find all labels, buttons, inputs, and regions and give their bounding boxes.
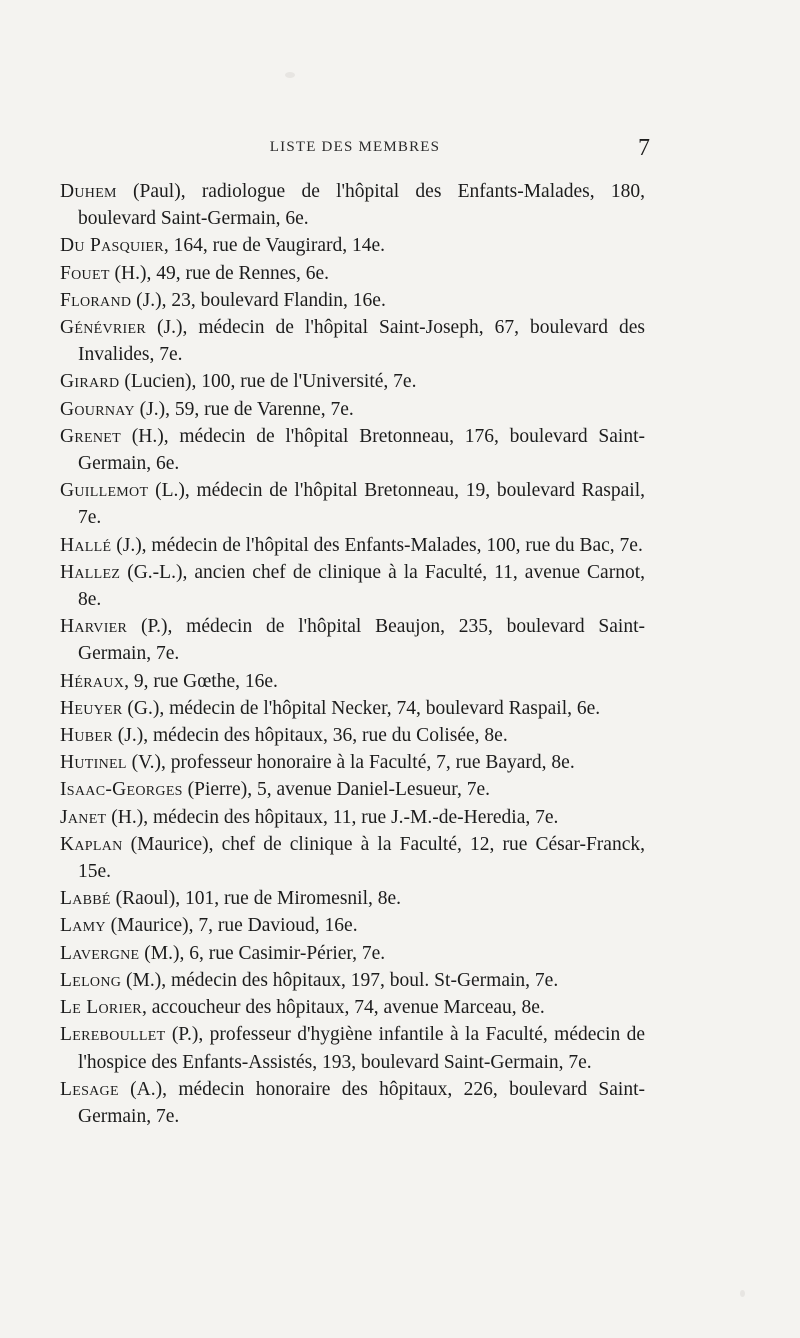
member-details: (M.), médecin des hôpitaux, 197, boul. St-Germain, 7e. — [121, 969, 559, 991]
member-name: Guillemot — [60, 480, 149, 502]
member-name: Gournay — [60, 398, 135, 420]
member-name: Duhem — [60, 181, 117, 202]
member-name: Lavergne — [60, 942, 140, 964]
member-name: Labbé — [60, 888, 111, 910]
member-details: (Raoul), 101, rue de Miromesnil, 8e. — [110, 888, 402, 910]
paper-blemish — [740, 1290, 745, 1297]
member-entry — [60, 532, 645, 559]
member-entry — [60, 178, 645, 232]
member-entry — [60, 1076, 645, 1130]
member-name: Du Pasquier — [60, 235, 164, 257]
member-entry — [60, 396, 645, 423]
member-details: (Pierre), 5, avenue Daniel-Lesueur, 7e. — [182, 779, 491, 801]
member-entry — [60, 885, 645, 912]
member-name: Génévrier — [60, 317, 146, 339]
member-entry — [60, 804, 645, 831]
member-entry — [60, 1021, 645, 1075]
member-details: (M.), 6, rue Casimir-Périer, 7e. — [139, 942, 386, 964]
member-details: (H.), médecin des hôpitaux, 11, rue J.-M.-de-Heredia, 7e. — [106, 806, 559, 828]
member-entry — [60, 722, 645, 749]
member-name: Hutinel — [60, 752, 127, 774]
member-name: Fouet — [60, 262, 110, 284]
member-name: Hallé — [60, 534, 112, 556]
member-details: (J.), 59, rue de Varenne, 7e. — [134, 398, 354, 420]
member-entry — [60, 994, 645, 1021]
member-details: (Lucien), 100, rue de l'Université, 7e. — [119, 371, 417, 393]
member-details: (J.), médecin de l'hôpital Saint-Joseph, 67, boulevard des Invalides, 7e. — [78, 317, 645, 366]
member-details: (A.), médecin honoraire des hôpitaux, 226, boulevard Saint-Germain, 7e. — [78, 1078, 645, 1127]
page-number: 7 — [638, 135, 650, 161]
member-details: (J.), médecin des hôpitaux, 36, rue du Colisée, 8e. — [112, 725, 508, 747]
member-details: (G.-L.), ancien chef de clinique à la Faculté, 11, avenue Carnot, 8e. — [78, 561, 645, 611]
member-entry — [60, 613, 645, 667]
member-name: Lamy — [60, 915, 106, 937]
paper-blemish — [285, 72, 295, 78]
member-details: (V.), professeur honoraire à la Faculté, 7, rue Bayard, 8e. — [126, 752, 575, 774]
member-name: Huber — [60, 725, 113, 747]
member-entry — [60, 368, 645, 395]
running-title: LISTE DES MEMBRES — [269, 139, 441, 155]
member-name: Kaplan — [60, 833, 123, 855]
member-details: , 9, rue Gœthe, 16e. — [124, 670, 278, 692]
member-entry — [60, 287, 645, 314]
member-details: , 164, rue de Vaugirard, 14e. — [163, 235, 386, 257]
member-details: , accoucheur des hôpitaux, 74, avenue Marceau, 8e. — [141, 997, 545, 1019]
member-name: Isaac-Georges — [60, 779, 183, 801]
member-entry — [60, 831, 645, 885]
member-entry — [60, 940, 645, 967]
member-name: Lelong — [60, 969, 122, 991]
member-details: (P.), professeur d'hygiène infantile à la Faculté, médecin de l'hospice des Enfants-Assistés, 193, boulevard Saint-Germain, 7e. — [78, 1024, 645, 1073]
member-entry — [60, 776, 645, 803]
member-name: Florand — [60, 289, 132, 311]
member-name: Heuyer — [60, 697, 123, 719]
member-details: (Maurice), chef de clinique à la Faculté, 12, rue César-Franck, 15e. — [78, 833, 645, 883]
member-entry — [60, 423, 645, 477]
member-details: (H.), 49, rue de Rennes, 6e. — [109, 262, 329, 284]
member-entry — [60, 260, 645, 287]
member-name: Héraux — [60, 670, 125, 692]
member-entry — [60, 749, 645, 776]
member-entry — [60, 695, 645, 722]
member-details: (L.), médecin de l'hôpital Bretonneau, 19, boulevard Raspail, 7e. — [78, 480, 645, 529]
member-entry — [60, 668, 645, 695]
member-entry — [60, 477, 645, 531]
member-name: Hallez — [60, 561, 121, 583]
member-details: (Paul), radiologue de l'hôpital des Enfants-Malades, 180, boulevard Saint-Germain, 6e. — [78, 181, 645, 230]
member-details: (Maurice), 7, rue Davioud, 16e. — [105, 915, 358, 937]
member-entry — [60, 967, 645, 994]
member-name: Grenet — [60, 425, 121, 447]
member-list — [60, 178, 645, 1130]
member-name: Le Lorier — [60, 997, 142, 1019]
member-name: Lesage — [60, 1078, 119, 1100]
member-name: Girard — [60, 371, 120, 393]
member-details: (J.), 23, boulevard Flandin, 16e. — [131, 289, 386, 311]
member-details: (J.), médecin de l'hôpital des Enfants-Malades, 100, rue du Bac, 7e. — [111, 534, 643, 556]
page-header — [60, 135, 650, 167]
member-entry — [60, 232, 645, 259]
member-entry — [60, 559, 645, 613]
member-name: Janet — [60, 806, 107, 828]
member-details: (P.), médecin de l'hôpital Beaujon, 235, boulevard Saint-Germain, 7e. — [78, 616, 645, 665]
member-details: (G.), médecin de l'hôpital Necker, 74, boulevard Raspail, 6e. — [122, 697, 601, 719]
member-name: Harvier — [60, 616, 128, 638]
member-entry — [60, 314, 645, 368]
member-entry — [60, 912, 645, 939]
member-name: Lereboullet — [60, 1024, 166, 1046]
member-details: (H.), médecin de l'hôpital Bretonneau, 176, boulevard Saint-Germain, 6e. — [78, 425, 645, 475]
